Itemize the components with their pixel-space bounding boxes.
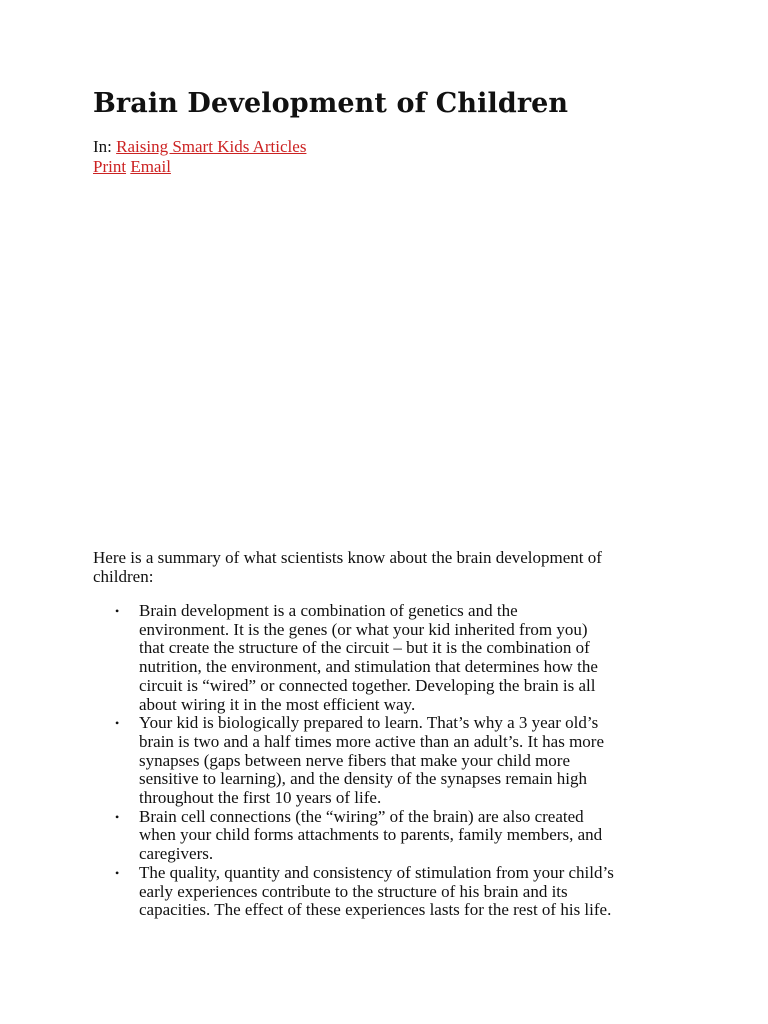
list-item-line: Brain development is a combination of genetics and the: [139, 601, 518, 620]
list-item-line: The quality, quantity and consistency of stimulation from your child’s: [139, 862, 614, 882]
page-title: Brain Development of Children: [93, 88, 569, 119]
list-item: [93, 714, 693, 808]
list-item-line: environment. It is the genes (or what your kid inherited from you): [139, 619, 588, 639]
category-line: [93, 137, 306, 157]
list-item: [93, 602, 693, 714]
bullet-icon: •: [115, 604, 120, 618]
list-item-line: about wiring it in the most efficient way.: [139, 694, 416, 714]
intro-line: Here is a summary of what scientists know about the brain development of: [93, 548, 602, 567]
list-item-line: brain is two and a half times more active than an adult’s. It has more: [139, 731, 605, 751]
list-item-line: throughout the first 10 years of life.: [139, 788, 382, 808]
list-item-line: that create the structure of the circuit – but it is the combination of: [139, 638, 590, 658]
list-item-line: capacities. The effect of these experiences lasts for the rest of his life.: [139, 900, 612, 920]
list-item-line: early experiences contribute to the structure of his brain and its: [139, 881, 568, 901]
intro-paragraph: [93, 548, 713, 586]
category-prefix: In:: [93, 137, 112, 156]
action-links: [93, 157, 306, 177]
email-link[interactable]: Email: [130, 157, 171, 176]
list-item: [93, 864, 693, 920]
list-item-line: Your kid is biologically prepared to learn. That’s why a 3 year old’s: [139, 713, 599, 733]
bullet-icon: •: [115, 716, 120, 731]
bullet-icon: •: [115, 809, 120, 824]
list-item-line: synapses (gaps between nerve fibers that make your child more: [139, 750, 570, 770]
list-item-line: sensitive to learning), and the density of the synapses remain high: [139, 769, 588, 789]
list-item-line: when your child forms attachments to parents, family members, and: [139, 825, 603, 845]
list-item: [93, 808, 693, 864]
intro-line: children:: [93, 567, 154, 586]
category-link[interactable]: Raising Smart Kids Articles: [116, 137, 307, 156]
bullet-icon: •: [115, 865, 120, 880]
summary-list: [93, 602, 693, 920]
print-link[interactable]: Print: [93, 157, 127, 176]
article-meta: [93, 137, 306, 177]
list-item-line: circuit is “wired” or connected together. Developing the brain is all: [139, 675, 596, 695]
list-item-line: caregivers.: [139, 844, 214, 864]
list-item-line: Brain cell connections (the “wiring” of the brain) are also created: [139, 806, 584, 826]
list-item-line: nutrition, the environment, and stimulation that determines how the: [139, 657, 598, 677]
